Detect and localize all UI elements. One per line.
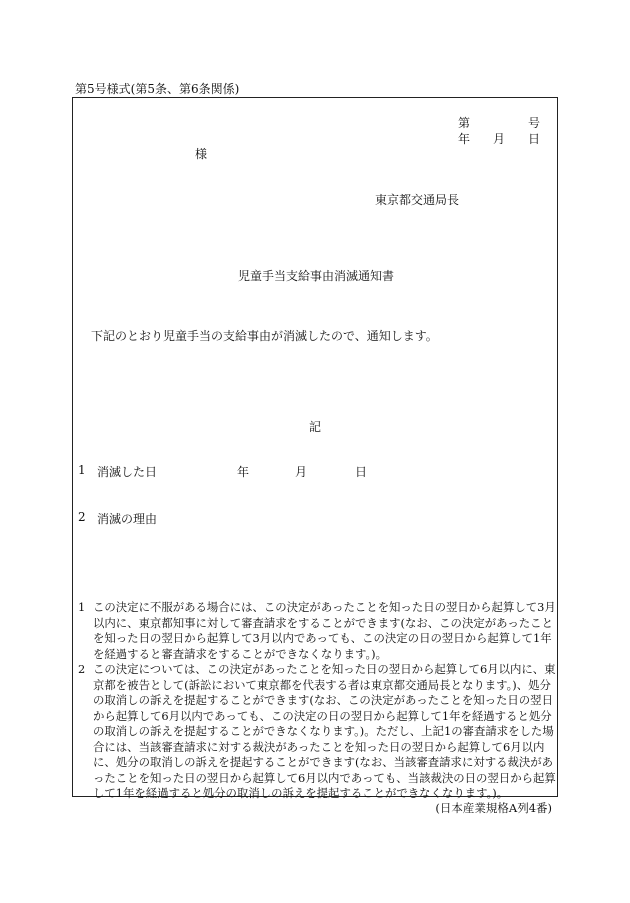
item-date-day: 日 xyxy=(355,465,368,479)
item-number: 1 xyxy=(78,463,86,477)
note-number: 2 xyxy=(78,662,86,676)
item-number: 2 xyxy=(78,510,86,524)
number-prefix: 第 xyxy=(458,116,471,130)
addressee-suffix: 様 xyxy=(195,147,208,161)
item-label-date: 消滅した日 xyxy=(97,465,158,479)
date-month: 月 xyxy=(493,132,506,146)
note-text: この決定に不服がある場合には、この決定があったことを知った日の翌日から起算して3月以内に、東京都知事に対して審査請求をすることができます(なお、この決定があったことを知った日の翌日から起算して3月以内であっても、この決定の日の翌日から起算して1年を経過すると審査請求をすることができなくなります。)。 xyxy=(93,600,556,661)
number-suffix: 号 xyxy=(528,116,541,130)
item-date-month: 月 xyxy=(295,465,308,479)
body-text: 下記のとおり児童手当の支給事由が消滅したので、通知します。 xyxy=(91,329,438,343)
note-number: 1 xyxy=(78,600,86,614)
note-item xyxy=(78,662,556,802)
form-number-label: 第5号様式(第5条、第6条関係) xyxy=(75,82,240,96)
item-date-year: 年 xyxy=(237,465,250,479)
note-item xyxy=(78,600,556,662)
document-title: 児童手当支給事由消滅通知書 xyxy=(238,269,395,283)
note-text: この決定については、この決定があったことを知った日の翌日から起算して6月以内に、東京都を被告として(訴訟において東京都を代表する者は東京都交通局長となります。)、処分の取消しの訴えを提起することができます(なお、この決定があったことを知った日の翌日から起算して6月以内であっても、この決定の日の翌日から起算して1年を経過すると処分の取消しの訴えを提起することができなくなります。)。ただし、上記1の審査請求をした場合には、当該審査請求に対する裁決があったことを知った日の翌日から起算して6月以内に、処分の取消しの訴えを提起することができます(なお、当該審査請求に対する裁決があったことを知った日の翌日から起算して6月以内であっても、当該裁決の日の翌日から起算して1年を経過すると処分の取消しの訴えを提起することができなくなります。)。 xyxy=(93,662,556,800)
date-year: 年 xyxy=(458,132,471,146)
paper-size-note: (日本産業規格A列4番) xyxy=(435,801,552,815)
item-label-reason: 消滅の理由 xyxy=(97,512,158,526)
issuer-name: 東京都交通局長 xyxy=(375,193,460,207)
date-day: 日 xyxy=(528,132,541,146)
notes-section xyxy=(78,600,556,802)
ki-label: 記 xyxy=(309,420,322,434)
